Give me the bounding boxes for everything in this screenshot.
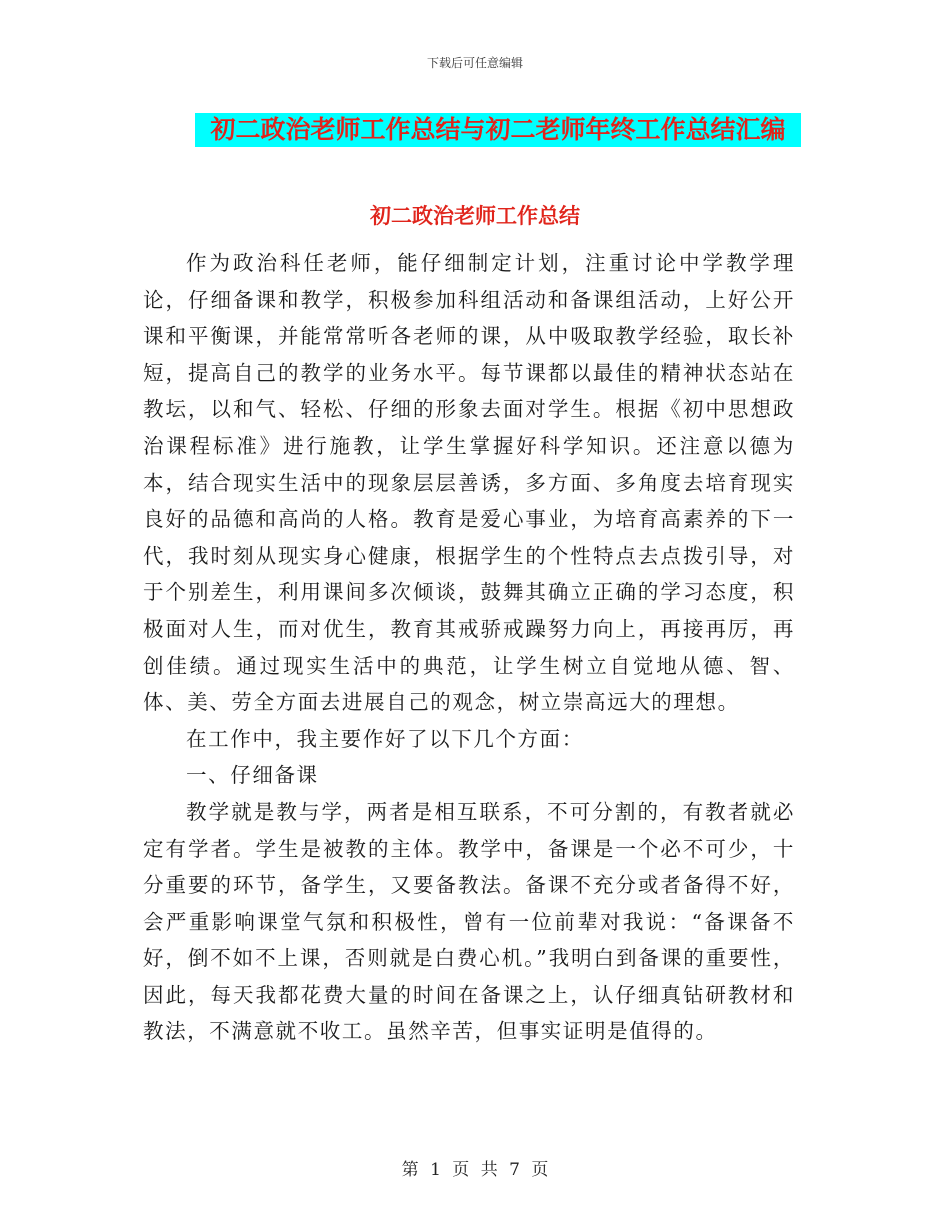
page-footer: 第 1 页 共 7 页 xyxy=(401,1160,549,1180)
paragraph-heading-preparation: 一、仔细备课 xyxy=(186,763,319,788)
paragraph-intro: 作为政治科任老师，能仔细制定计划，注重讨论中学教学理论，仔细备课和教学，积极参加科组活动和备课组活动，上好公开课和平衡课，并能常常听各老师的课，从中吸取教学经验，取长补短，提高自己的教学的业务水平。每节课都以最佳的精神状态站在教坛，以和气、轻松、仔细的形象去面对学生。根据《初中思想政治课程标准》进行施教，让学生掌握好科学知识。还注意以德为本，结合现实生活中的现象层层善诱，多方面、多角度去培育现实良好的品德和高尚的人格。教育是爱心事业，为培育高素养的下一代，我时刻从现实身心健康，根据学生的个性特点去点拨引导，对于个别差生，利用课间多次倾谈，鼓舞其确立正确的学习态度，积极面对人生，而对优生，教育其戒骄戒躁努力向上，再接再厉，再创佳绩。通过现实生活中的典范，让学生树立自觉地从德、智、体、美、劳全方面去进展自己的观念，树立崇高远大的理想。 xyxy=(143,251,795,715)
document-title: 初二政治老师工作总结与初二老师年终工作总结汇编 xyxy=(195,113,801,147)
paragraph-preparation: 教学就是教与学，两者是相互联系，不可分割的，有教者就必定有学者。学生是被教的主体。教学中，备课是一个必不可少，十分重要的环节，备学生，又要备教法。备课不充分或者备得不好，会严重影响课堂气氛和积极性，曾有一位前辈对我说：“备课备不好，倒不如不上课，否则就是白费心机。”我明白到备课的重要性，因此，每天我都花费大量的时间在备课之上，认仔细真钻研教材和教法，不满意就不收工。虽然辛苦，但事实证明是值得的。 xyxy=(143,799,795,1044)
section-title: 初二政治老师工作总结 xyxy=(370,204,580,228)
body-text xyxy=(143,245,795,1050)
header-note: 下载后可任意编辑 xyxy=(426,56,523,70)
paragraph-aspects: 在工作中，我主要作好了以下几个方面： xyxy=(186,726,584,751)
